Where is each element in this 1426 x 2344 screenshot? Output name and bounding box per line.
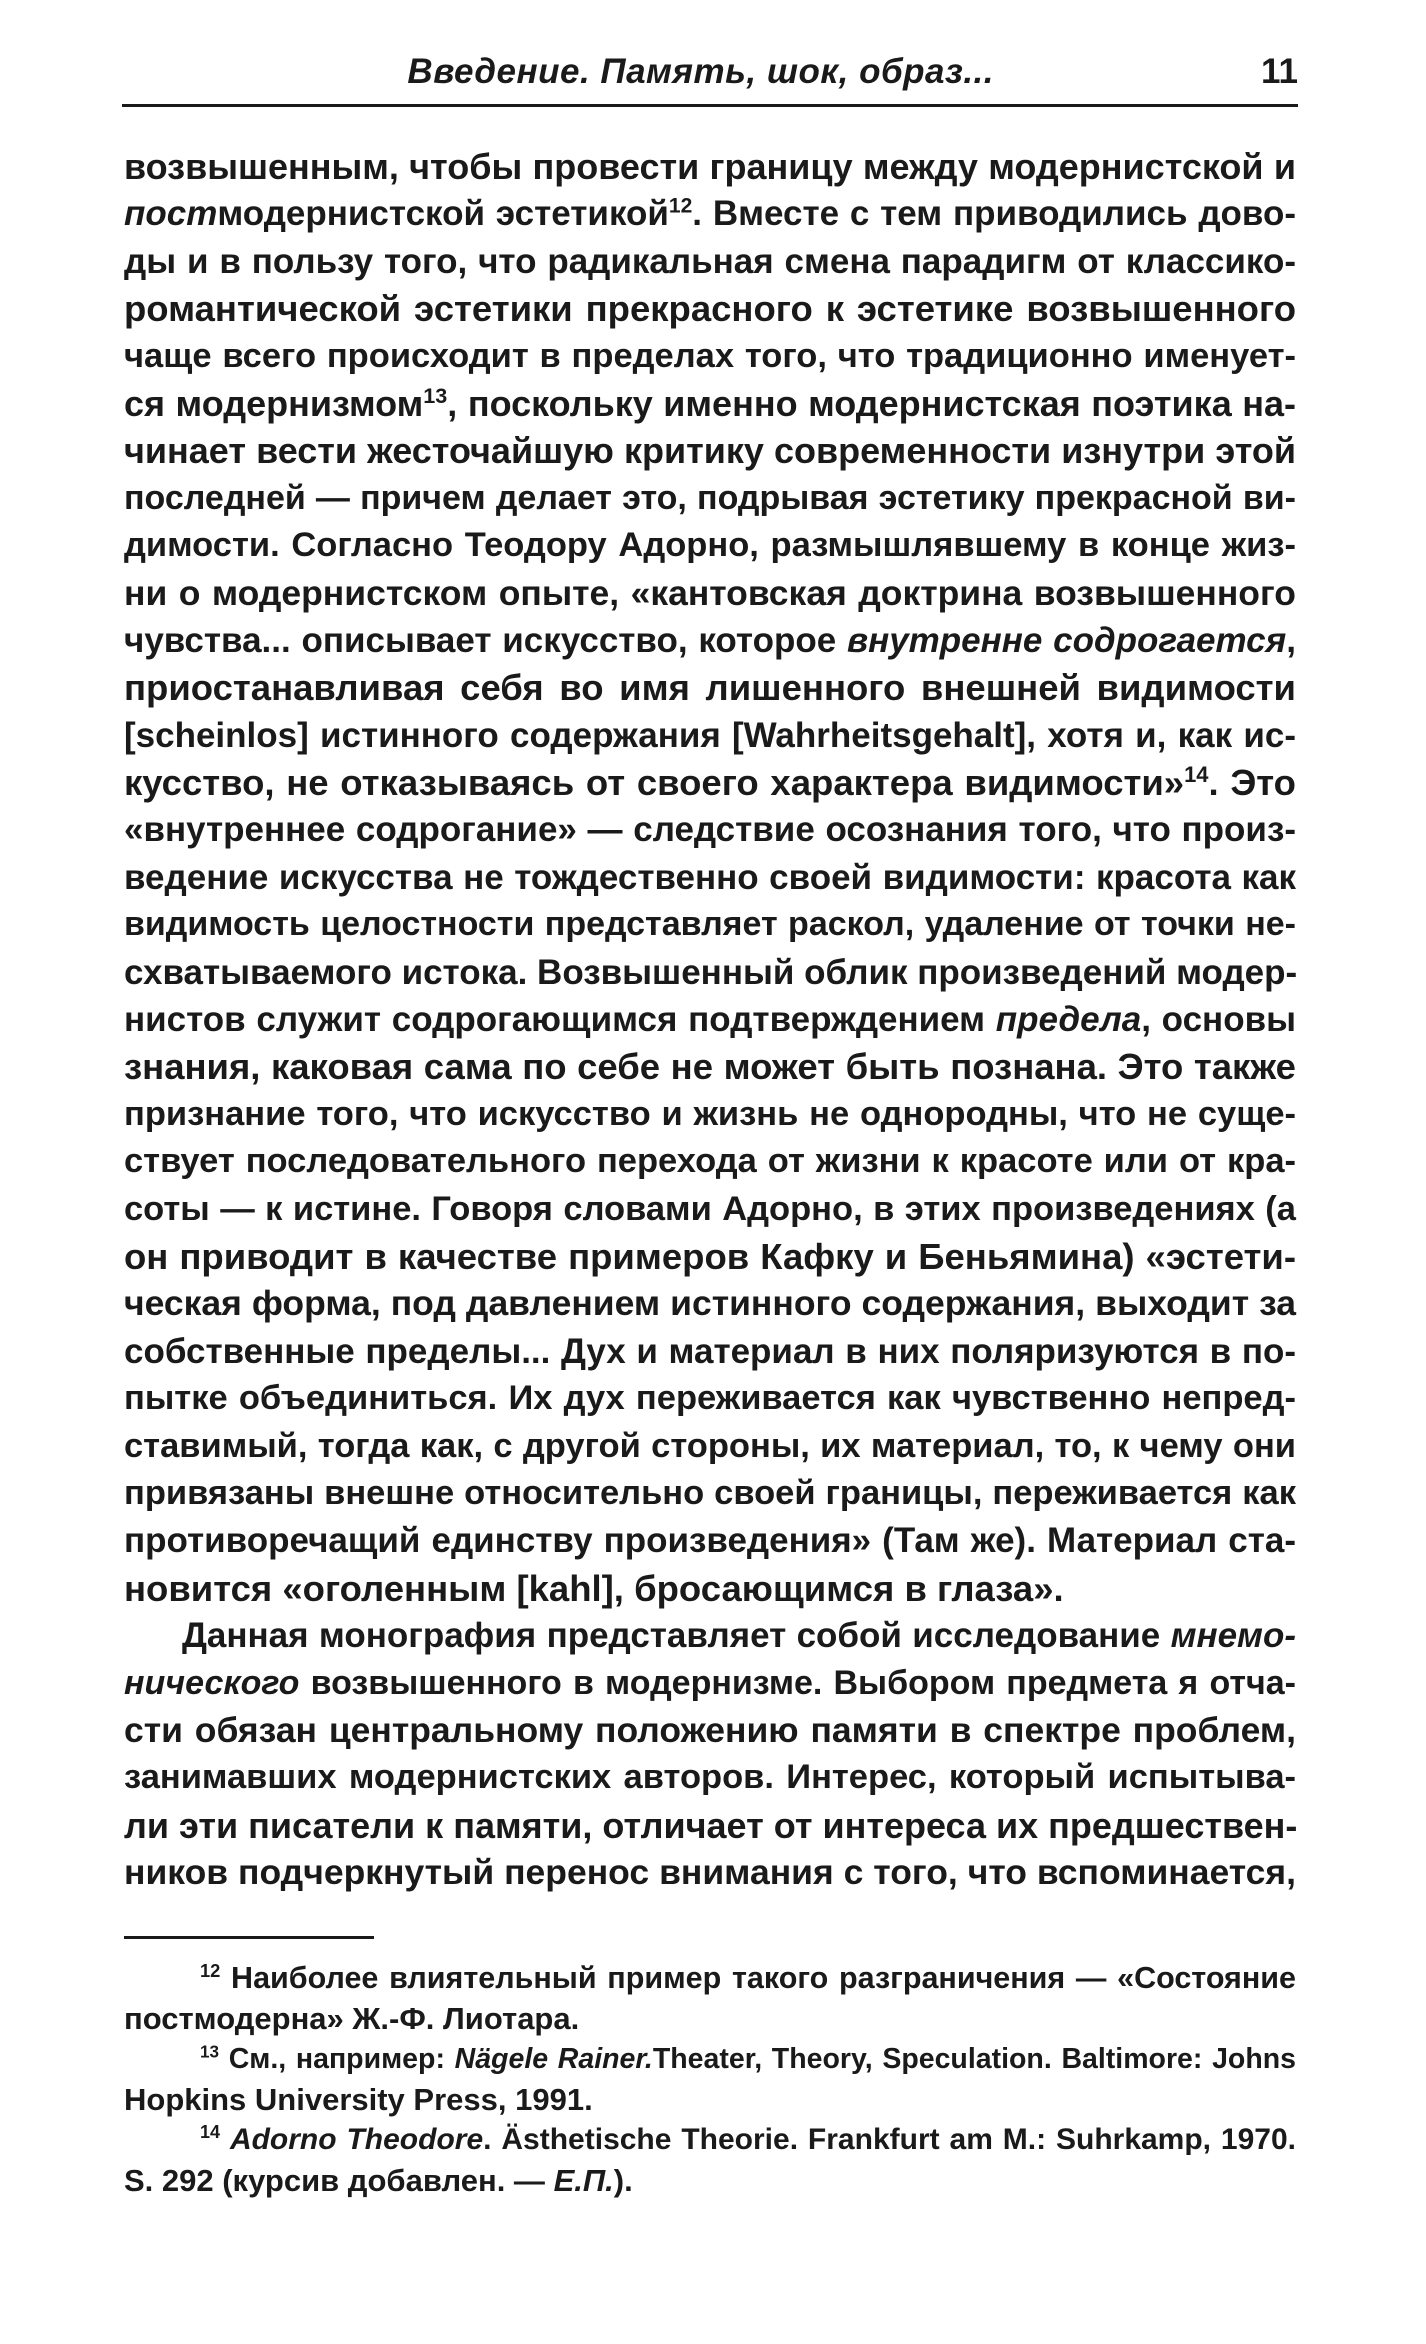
body-line	[124, 285, 1296, 332]
text-segment: . Это	[1208, 762, 1296, 804]
text-segment: пост	[124, 194, 218, 234]
text-segment: соты — к истине. Говоря словами Адорно, в этих произведениях (а	[124, 1189, 1296, 1228]
body-line	[124, 806, 1296, 853]
body-line	[124, 190, 1296, 237]
text-segment: ставимый, тогда как, с другой стороны, их материал, то, к чему они	[124, 1426, 1296, 1465]
footnote-ref: 14	[1184, 761, 1209, 787]
text-segment: См., например:	[219, 2043, 455, 2075]
body-line	[124, 1091, 1296, 1138]
text-segment: схватываемого истока. Возвышенный облик произведений модер-	[124, 952, 1298, 992]
running-head	[122, 48, 1298, 107]
body-line	[124, 427, 1296, 474]
text-segment: Adorno Theodore	[229, 2123, 484, 2156]
body-line	[124, 996, 1296, 1043]
text-segment: признание того, что искусство и жизнь не однородны, что не суще-	[124, 1094, 1296, 1133]
running-title: Введение. Память, шок, образ...	[407, 52, 994, 91]
body-line	[124, 522, 1296, 569]
footnote-ref: 13	[423, 382, 448, 408]
footnote-ref: 14	[200, 2122, 221, 2142]
body-line	[124, 1802, 1296, 1849]
footnotes	[124, 1958, 1296, 2201]
body-line	[124, 1754, 1296, 1801]
text-segment: ды и в пользу того, что радикальная смена парадигм от классико-	[124, 241, 1296, 281]
text-segment: , основы	[1141, 1000, 1296, 1040]
text-segment: приостанавливая себя во имя лишенного внешней видимости	[124, 667, 1296, 709]
body-line	[124, 949, 1296, 996]
text-segment: Hopkins University Press, 1991.	[124, 2081, 593, 2117]
page-number: 11	[1261, 52, 1298, 91]
body-line	[124, 143, 1296, 190]
text-segment: последней — причем делает это, подрывая эстетику прекрасной ви-	[124, 478, 1296, 517]
footnote-line	[124, 1958, 1296, 1999]
body-line	[124, 1043, 1296, 1090]
text-segment: знания, каковая сама по себе не может быть познана. Это также	[124, 1046, 1296, 1088]
body-line	[124, 1375, 1296, 1422]
body-line	[124, 1328, 1296, 1375]
footnote-line	[124, 2161, 1296, 2202]
body-line	[124, 333, 1296, 380]
text-segment: чаще всего происходит в пределах того, что традиционно именует-	[124, 336, 1296, 375]
text-segment: занимавших модернистских авторов. Интерес, который испытыва-	[124, 1758, 1296, 1797]
text-segment: собственные пределы... Дух и материал в них поляризуются в по-	[124, 1331, 1296, 1371]
text-segment: [scheinlos] истинного содержания [Wahrheitsgehalt], хотя и, как ис-	[124, 715, 1296, 755]
body-line	[124, 759, 1296, 806]
text-segment: сти обязан центральному положению памяти в спектре проблем,	[124, 1709, 1296, 1750]
body-line	[124, 475, 1296, 522]
text-segment: видимость целостности представляет раскол, удаление от точки не-	[124, 905, 1296, 944]
text-segment: пытке объединиться. Их дух переживается как чувственно непред-	[124, 1379, 1296, 1418]
footnote-line	[124, 2080, 1296, 2121]
text-segment: . Ästhetische Theorie. Frankfurt am M.: Suhrkamp, 1970.	[483, 2123, 1296, 2156]
footnote-line	[124, 2039, 1296, 2080]
text-segment: ни о модернистском опыте, «кантовская доктрина возвышенного	[124, 572, 1296, 613]
footnote-line	[124, 2120, 1296, 2161]
text-segment: противоречащий единству произведения» (Там же). Материал ста-	[124, 1521, 1296, 1561]
text-segment: мнемо-	[1170, 1616, 1296, 1656]
text-segment: Theater, Theory, Speculation. Baltimore: Johns	[652, 2043, 1296, 2075]
text-segment: нического	[124, 1663, 300, 1702]
text-segment: ческая форма, под давлением истинного содержания, выходит за	[124, 1283, 1296, 1324]
text-segment: . Вместе с тем приводились дово-	[692, 194, 1297, 234]
body-line	[124, 1517, 1296, 1564]
body-line	[124, 1280, 1296, 1327]
text-segment: Е.П.	[553, 2162, 614, 2198]
text-segment: нистов служит содрогающимся подтверждением	[124, 1000, 996, 1040]
text-segment: внутренне содрогается	[846, 620, 1287, 660]
body-line	[124, 712, 1296, 759]
text-segment: «внутреннее содрогание» — следствие осознания того, что произ-	[124, 810, 1296, 850]
footnote-divider	[124, 1936, 374, 1939]
body-line	[124, 1423, 1296, 1470]
text-segment: чувства... описывает искусство, которое	[124, 620, 847, 660]
body-line	[124, 1138, 1296, 1185]
footnote-ref: 12	[200, 1959, 221, 1981]
text-segment: кусство, не отказываясь от своего характера видимости»	[124, 762, 1185, 804]
text-segment: модернистской эстетикой	[217, 194, 669, 234]
body-line	[124, 1660, 1296, 1707]
body-line	[124, 901, 1296, 948]
text-segment: , поскольку именно модернистская поэтика на-	[447, 382, 1296, 424]
body-line	[124, 1849, 1296, 1896]
body-line	[124, 1233, 1296, 1280]
text-segment: ).	[613, 2162, 633, 2198]
text-segment: Наиболее влиятельный пример такого разграничения — «Состояние	[220, 1961, 1296, 1995]
text-segment: ли эти писатели к памяти, отличает от интереса их предшествен-	[124, 1804, 1298, 1846]
body-line	[124, 1612, 1296, 1659]
body-line	[124, 617, 1296, 664]
text-segment	[220, 2123, 230, 2156]
text-segment: предела	[995, 1000, 1142, 1040]
text-segment: ствует последовательного перехода от жизни к красоте или от кра-	[124, 1142, 1296, 1181]
text-segment: S. 292 (курсив добавлен. —	[124, 2162, 554, 2198]
body-line	[124, 1470, 1296, 1517]
text-segment: ведение искусства не тождественно своей видимости: красота как	[124, 857, 1296, 897]
text-segment: Nägele Rainer.	[454, 2043, 653, 2075]
text-segment: новится «оголенным [kahl], бросающимся в глаза».	[124, 1567, 1064, 1609]
body-line	[124, 664, 1296, 711]
body-line	[124, 1707, 1296, 1754]
body-line	[124, 854, 1296, 901]
text-segment: Данная монография представляет собой исследование	[182, 1616, 1171, 1656]
text-segment: романтической эстетики прекрасного к эстетике возвышенного	[124, 288, 1296, 330]
footnote-ref: 13	[200, 2042, 220, 2062]
body-text	[124, 143, 1296, 1896]
body-line	[124, 380, 1296, 427]
text-segment: возвышенным, чтобы провести границу между модернистской и	[124, 146, 1296, 187]
body-line	[124, 238, 1296, 285]
text-segment: привязаны внешне относительно своей границы, переживается как	[124, 1473, 1296, 1512]
text-segment: возвышенного в модернизме. Выбором предмета я отча-	[299, 1663, 1296, 1702]
body-line	[124, 1186, 1296, 1233]
text-segment: ,	[1286, 620, 1296, 660]
text-segment: димости. Согласно Теодору Адорно, размышлявшему в конце жиз-	[124, 526, 1296, 565]
footnote-line	[124, 1999, 1296, 2040]
text-segment: он приводит в качестве примеров Кафку и Беньямина) «эстети-	[124, 1235, 1296, 1277]
body-line	[124, 570, 1296, 617]
body-line	[124, 1565, 1296, 1612]
text-segment: постмодерна» Ж.-Ф. Лиотара.	[124, 2000, 580, 2036]
text-segment: ников подчеркнутый перенос внимания с того, что вспоминается,	[124, 1852, 1296, 1893]
footnote-ref: 12	[668, 194, 693, 218]
text-segment: чинает вести жесточайшую критику современности изнутри этой	[124, 430, 1296, 472]
text-segment: ся модернизмом	[124, 382, 424, 424]
